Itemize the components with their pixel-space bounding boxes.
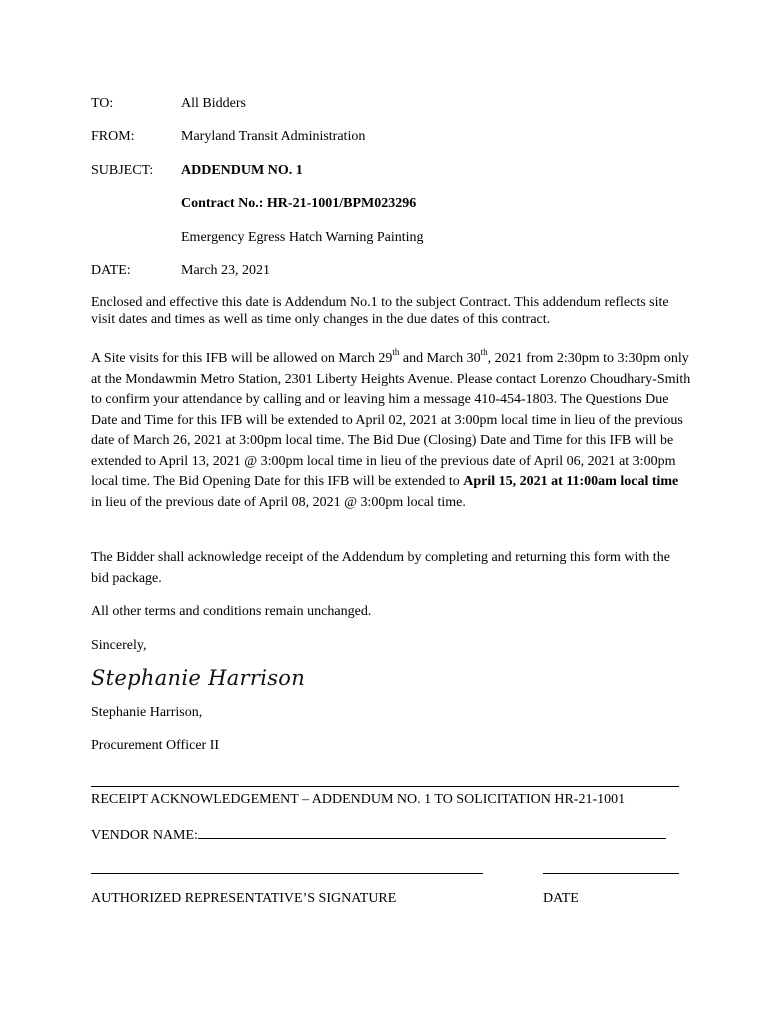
date-field[interactable] <box>543 873 679 874</box>
receipt-heading: RECEIPT ACKNOWLEDGEMENT – ADDENDUM NO. 1 TO SOLICITATION HR-21-1001 <box>91 792 626 807</box>
terms-paragraph: All other terms and conditions remain unchanged. <box>91 604 372 619</box>
handwritten-signature: Stephanie Harrison <box>91 666 306 690</box>
date-value: March 23, 2021 <box>181 263 271 278</box>
site-visit-paragraph <box>91 349 691 513</box>
vendor-name-row <box>91 824 666 844</box>
contract-number: Contract No.: HR-21-1001/BPM023296 <box>181 196 417 211</box>
signer-title: Procurement Officer II <box>91 738 220 753</box>
site-visit-sup-1: th <box>392 347 400 358</box>
signer-name: Stephanie Harrison, <box>91 705 203 720</box>
bid-opening-highlight: April 15, 2021 at 11:00am local time <box>463 474 679 489</box>
subject-label: SUBJECT: <box>91 163 154 178</box>
closing-salutation: Sincerely, <box>91 638 147 653</box>
intro-paragraph: Enclosed and effective this date is Addendum No.1 to the subject Contract. This addendum reflects site visit dates and times as well as time only changes in the due dates of this contract. <box>91 295 669 327</box>
from-label: FROM: <box>91 129 135 144</box>
signature-field[interactable] <box>91 873 483 874</box>
site-visit-text-2: and March 30 <box>399 351 481 366</box>
to-value: All Bidders <box>181 96 246 111</box>
site-visit-text-4: in lieu of the previous date of April 08, 2021 @ 3:00pm local time. <box>91 494 466 510</box>
from-value: Maryland Transit Administration <box>181 129 366 144</box>
subject-value: ADDENDUM NO. 1 <box>181 163 303 178</box>
project-title: Emergency Egress Hatch Warning Painting <box>181 230 424 245</box>
signature-label: AUTHORIZED REPRESENTATIVE’S SIGNATURE <box>91 891 397 906</box>
site-visit-text-1: A Site visits for this IFB will be allowed on March 29 <box>91 351 393 366</box>
site-visit-text-3: , 2021 from 2:30pm to 3:30pm only at the Mondawmin Metro Station, 2301 Liberty Heights Avenue. Please contact Lorenzo Choudhary-Smith to confirm your attendance by calling and or leaving him a message 410-454-1803. The Questions Due Date and Time for this IFB will be extended to April 02, 2021 at 3:00pm local time in lieu of the previous date of March 26, 2021 at 3:00pm local time. The Bid Due (Closing) Date and Time for this IFB will be extended to April 13, 2021 @ 3:00pm local time in lieu of the previous date of April 06, 2021 at 3:00pm local time. The Bid Opening Date for this IFB will be extended to <box>91 351 691 489</box>
vendor-name-label: VENDOR NAME: <box>91 828 198 843</box>
section-divider <box>91 786 679 787</box>
site-visit-sup-2: th <box>480 347 488 358</box>
date-label: DATE: <box>91 263 131 278</box>
acknowledge-paragraph: The Bidder shall acknowledge receipt of the Addendum by completing and returning this form with the bid package. <box>91 550 670 586</box>
to-label: TO: <box>91 96 114 111</box>
receipt-date-label: DATE <box>543 891 579 906</box>
vendor-name-field[interactable] <box>198 824 666 839</box>
